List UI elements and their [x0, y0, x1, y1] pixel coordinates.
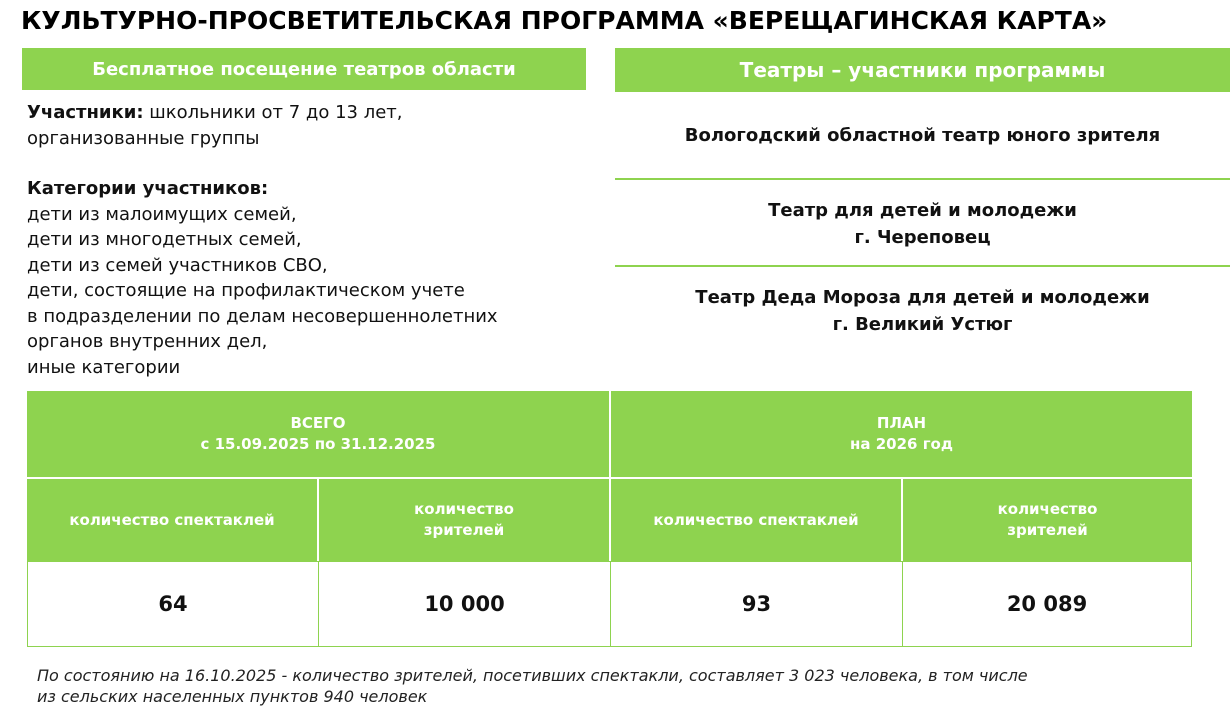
participants-text: школьники от 7 до 13 лет,	[143, 102, 403, 123]
participants-block	[27, 100, 597, 380]
theatre-city: г. Великий Устюг	[832, 314, 1013, 335]
category-item: органов внутренних дел,	[27, 331, 268, 352]
footnote-line: По состоянию на 16.10.2025 - количество зрителей, посетивших спектакли, составляет 3 023 человека, в том числе	[37, 666, 1028, 685]
value-performances-total: 64	[27, 561, 319, 647]
value-viewers-plan: 20 089	[902, 561, 1192, 647]
footnote-line: из сельских населенных пунктов 940 человек	[37, 687, 428, 706]
categories-label: Категории участников:	[27, 178, 269, 199]
group-plan-period: на 2026 год	[850, 435, 953, 453]
spacer	[27, 151, 597, 176]
viewers-header-line: зрителей	[423, 521, 505, 539]
category-item: иные категории	[27, 356, 181, 378]
category-item: дети из семей участников СВО,	[27, 254, 328, 276]
theatre-item	[615, 284, 1230, 338]
participants-text-2: организованные группы	[27, 127, 260, 149]
column-header-viewers	[903, 479, 1192, 561]
category-item: в подразделении по делам несовершеннолетних	[27, 305, 498, 327]
column-header-viewers	[319, 479, 609, 561]
theatre-item	[615, 197, 1230, 251]
group-total-header	[27, 391, 609, 477]
value-viewers-total: 10 000	[318, 561, 611, 647]
column-header-performances: количество спектаклей	[27, 479, 317, 561]
free-visit-header: Бесплатное посещение театров области	[22, 48, 586, 90]
viewers-header-line: зрителей	[1007, 521, 1088, 539]
value-performances-plan: 93	[610, 561, 903, 647]
theatre-divider	[615, 265, 1230, 267]
theatres-header: Театры – участники программы	[615, 48, 1230, 92]
participants-line	[27, 100, 597, 126]
group-plan-title: ПЛАН	[876, 414, 927, 432]
participants-label: Участники:	[27, 102, 144, 123]
theatre-name: Вологодский областной театр юного зрителя	[684, 125, 1161, 146]
stats-table	[27, 391, 1192, 647]
viewers-header-line: количество	[997, 500, 1098, 518]
category-item: дети из малоимущих семей,	[27, 203, 297, 225]
group-plan-header	[611, 391, 1192, 477]
group-total-period: с 15.09.2025 по 31.12.2025	[200, 435, 436, 453]
theatre-city: г. Череповец	[854, 227, 991, 248]
viewers-header-line: количество	[414, 500, 514, 518]
theatre-name: Театр для детей и молодежи	[768, 200, 1077, 221]
category-item: дети из многодетных семей,	[27, 229, 302, 250]
category-item: дети, состоящие на профилактическом учете	[27, 280, 465, 301]
column-header-performances: количество спектаклей	[611, 479, 901, 561]
theatre-item	[615, 122, 1230, 149]
group-total-title: ВСЕГО	[290, 414, 346, 432]
footnote	[37, 665, 1217, 707]
theatre-name: Театр Деда Мороза для детей и молодежи	[695, 287, 1150, 308]
theatre-divider	[615, 178, 1230, 180]
page-title: КУЛЬТУРНО-ПРОСВЕТИТЕЛЬСКАЯ ПРОГРАММА «ВЕРЕЩАГИНСКАЯ КАРТА»	[21, 6, 1108, 35]
